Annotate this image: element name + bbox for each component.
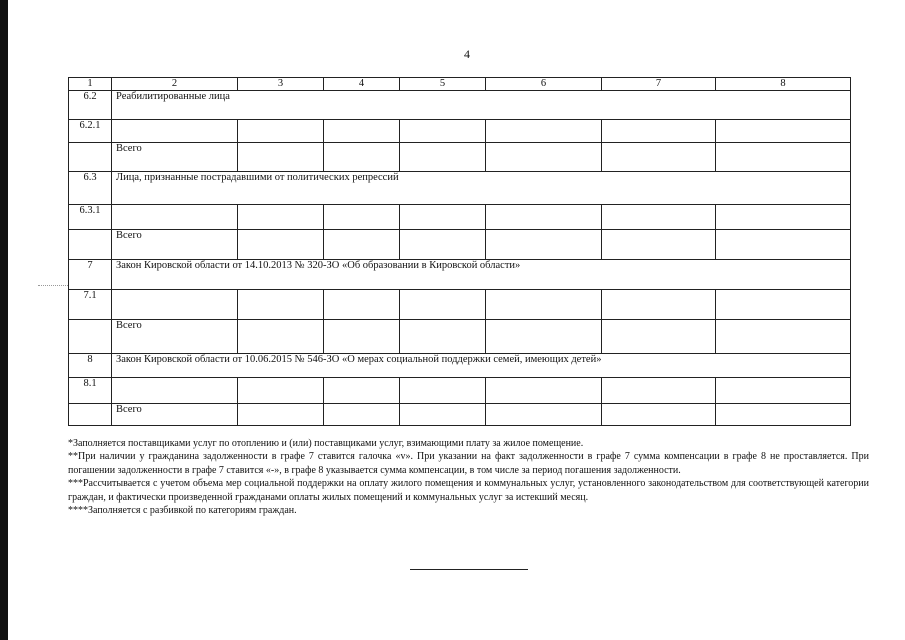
footnote: *Заполняется поставщиками услуг по отоплению и (или) поставщиками услуг, взимающими плату за жилое помещение.: [68, 438, 584, 449]
column-header: 4: [324, 78, 400, 91]
footnotes: [68, 437, 869, 517]
column-header: 8: [716, 78, 851, 91]
scan-artifact-dots: [38, 285, 68, 286]
total-label: Всего: [112, 320, 238, 354]
row-number: 6.2: [69, 91, 112, 120]
column-header: 7: [602, 78, 716, 91]
row-number: [69, 230, 112, 260]
total-row: [69, 320, 851, 354]
section-title: Реабилитированные лица: [112, 91, 851, 120]
footnote: **При наличии у гражданина задолженности в графе 7 ставится галочка «v». При указании на факт задолженности в графе 7 сумма компенсации в графе 8 не проставляется. При погашении задолженности в графе 7 ставится «-», в графе 8 указывается сумма компенсации, в том числе за период погашения задолженности.: [68, 451, 869, 476]
total-label: Всего: [112, 230, 238, 260]
section-title: Лица, признанные пострадавшими от политических репрессий: [112, 172, 851, 205]
footnote: ***Рассчитывается с учетом объема мер социальной поддержки на оплату жилого помещения и коммунальных услуг, установленного законодательством для соответствующей категории граждан, и фактически произведенной гражданами оплаты жилых помещений и коммунальных услуг за истекший месяц.: [68, 478, 869, 503]
total-row: [69, 143, 851, 172]
section-title: Закон Кировской области от 10.06.2015 № 546-ЗО «О мерах социальной поддержки семей, имеющих детей»: [112, 354, 851, 378]
column-header: 6: [486, 78, 602, 91]
total-label: Всего: [112, 143, 238, 172]
compensation-table: [68, 77, 851, 426]
row-number: 7.1: [69, 290, 112, 320]
scan-edge-bar: [0, 0, 8, 640]
row-number: 8.1: [69, 378, 112, 404]
end-separator-line: [410, 569, 528, 570]
section-row: [69, 91, 851, 120]
row-number: 7: [69, 260, 112, 290]
table-row: [69, 205, 851, 230]
table-row: [69, 378, 851, 404]
row-number: [69, 320, 112, 354]
section-row: [69, 260, 851, 290]
total-row: [69, 230, 851, 260]
row-number: 8: [69, 354, 112, 378]
table-row: [69, 290, 851, 320]
total-label: Всего: [112, 404, 238, 426]
table-row: [69, 120, 851, 143]
row-number: 6.3.1: [69, 205, 112, 230]
column-header: 5: [400, 78, 486, 91]
section-row: [69, 172, 851, 205]
section-row: [69, 354, 851, 378]
table-header-row: [69, 78, 851, 91]
section-title: Закон Кировской области от 14.10.2013 № 320-ЗО «Об образовании в Кировской области»: [112, 260, 851, 290]
row-number: 6.2.1: [69, 120, 112, 143]
footnote: ****Заполняется с разбивкой по категориям граждан.: [68, 505, 297, 517]
column-header: 2: [112, 78, 238, 91]
row-number: [69, 143, 112, 172]
total-row: [69, 404, 851, 426]
column-header: 1: [69, 78, 112, 91]
row-number: [69, 404, 112, 426]
row-number: 6.3: [69, 172, 112, 205]
page-number: 4: [464, 47, 470, 61]
column-header: 3: [238, 78, 324, 91]
